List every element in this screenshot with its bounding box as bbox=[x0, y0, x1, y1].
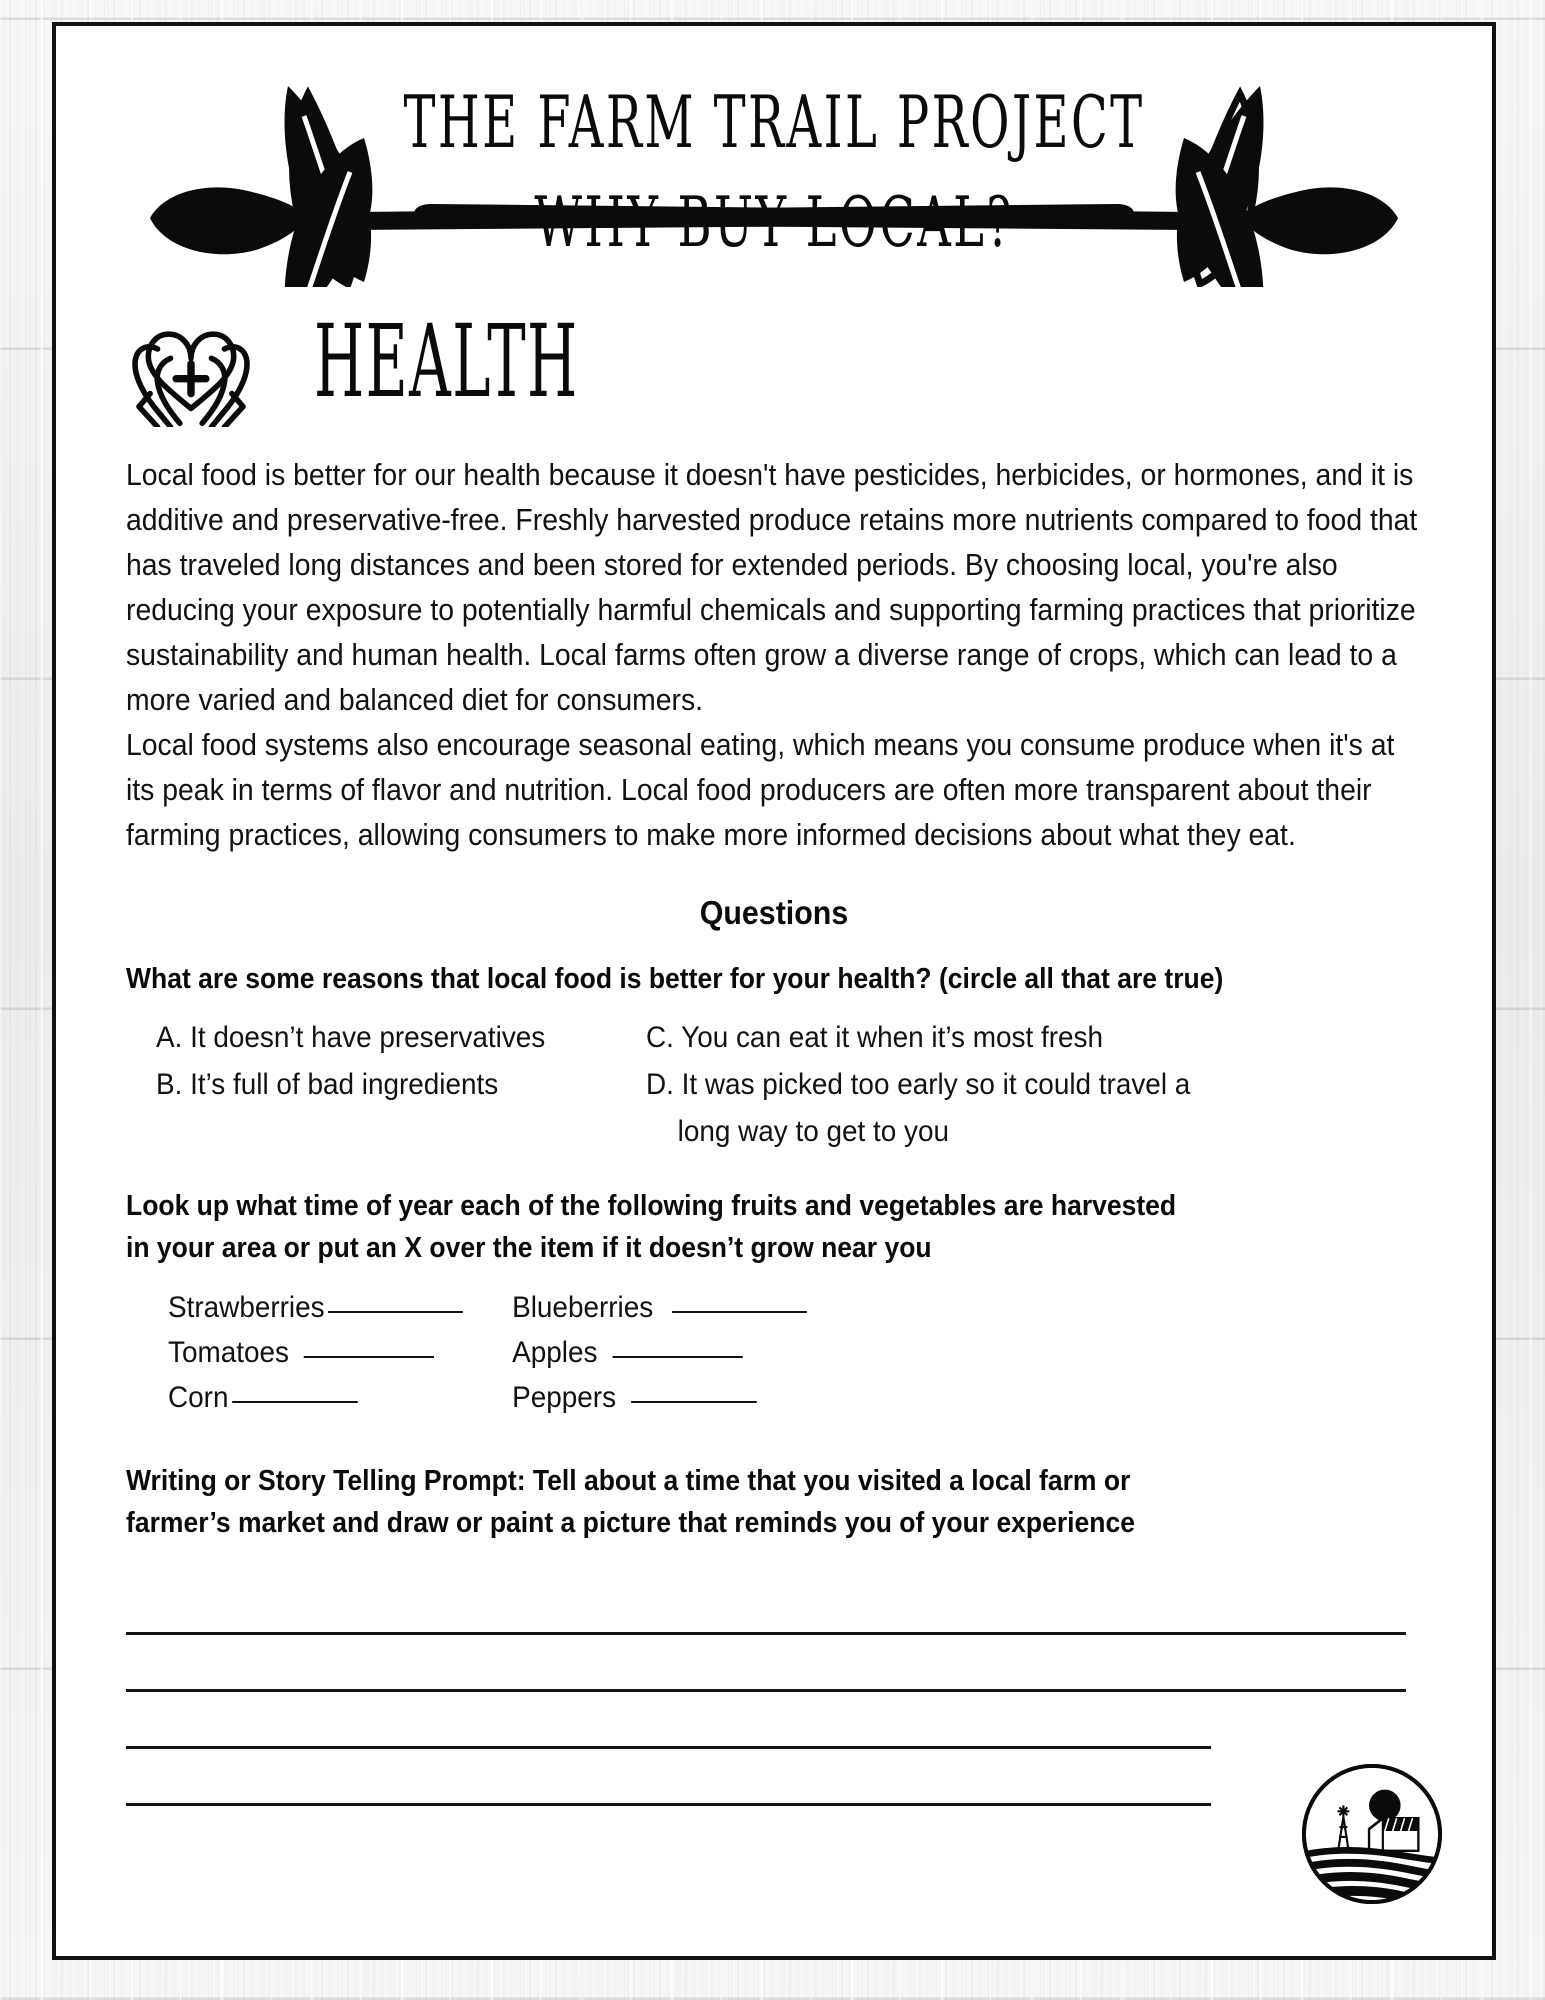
choice-d[interactable]: D. It was picked too early so it could travel a bbox=[646, 1068, 1191, 1101]
answer-line[interactable] bbox=[126, 1749, 1211, 1806]
produce-item-strawberries bbox=[168, 1285, 512, 1330]
questions-heading: Questions bbox=[699, 894, 849, 931]
produce-row bbox=[168, 1330, 1284, 1375]
choice-b[interactable]: B. It’s full of bad ingredients bbox=[156, 1068, 499, 1101]
answer-blank[interactable] bbox=[232, 1400, 358, 1403]
choices-column-left bbox=[156, 1014, 612, 1155]
produce-row bbox=[168, 1375, 1284, 1420]
answer-line[interactable] bbox=[126, 1635, 1406, 1692]
answer-blank[interactable] bbox=[304, 1355, 434, 1358]
answer-blank[interactable] bbox=[672, 1310, 807, 1313]
choice-d-continued: long way to get to you bbox=[677, 1115, 950, 1148]
answer-blank[interactable] bbox=[328, 1310, 463, 1313]
produce-label: Apples bbox=[512, 1336, 598, 1369]
answer-line[interactable] bbox=[126, 1692, 1211, 1749]
question-1-prompt: What are some reasons that local food is better for your health? (circle all that are true) bbox=[126, 963, 1224, 995]
question-2-prompt-line-1: Look up what time of year each of the following fruits and vegetables are harvested bbox=[126, 1190, 1177, 1222]
answer-blank[interactable] bbox=[631, 1400, 757, 1403]
worksheet-page bbox=[52, 22, 1496, 1960]
body-text bbox=[126, 453, 1422, 858]
question-2-prompt-line-2: in your area or put an X over the item if it doesn’t grow near you bbox=[126, 1232, 932, 1264]
question-2-prompt bbox=[126, 1185, 1363, 1269]
answer-line[interactable] bbox=[126, 1578, 1406, 1635]
paragraph-2: Local food systems also encourage seasonal eating, which means you consume produce when it's at its peak in terms of flavor and nutrition. Local food producers are often more transparent about their farming practices, allowing consumers to make more informed decisions about what they eat. bbox=[126, 728, 1395, 852]
leaf-arrow-divider-icon bbox=[56, 52, 1492, 287]
page-title-line-1: THE FARM TRAIL PROJECT bbox=[403, 81, 1145, 166]
produce-label: Corn bbox=[168, 1381, 229, 1414]
produce-row bbox=[168, 1285, 1284, 1330]
writing-prompt-line-1: Writing or Story Telling Prompt: Tell about a time that you visited a local farm or bbox=[126, 1465, 1131, 1497]
produce-item-peppers bbox=[512, 1375, 756, 1420]
title-banner bbox=[56, 52, 1492, 287]
writing-prompt bbox=[126, 1460, 1363, 1544]
produce-item-corn bbox=[168, 1375, 512, 1420]
heart-in-hands-icon bbox=[116, 297, 266, 427]
paragraph-1: Local food is better for our health because it doesn't have pesticides, herbicides, or hormones, and it is additive and preservative-free. Freshly harvested produce retains more nutrients compared to food that has traveled long distances and been stored for extended periods. By choosing local, you're also reducing your exposure to potentially harmful chemicals and supporting farming practices that prioritize sustainability and human health. Local farms often grow a diverse range of crops, which can lead to a more varied and balanced diet for consumers. bbox=[126, 458, 1418, 717]
choice-a[interactable]: A. It doesn’t have preservatives bbox=[156, 1021, 546, 1054]
choices-column-right bbox=[646, 1014, 1297, 1155]
answer-lines bbox=[126, 1578, 1492, 1806]
produce-label: Peppers bbox=[512, 1381, 617, 1414]
produce-label: Strawberries bbox=[168, 1291, 325, 1324]
farm-scene-circle-logo bbox=[1298, 1760, 1446, 1908]
produce-label: Tomatoes bbox=[168, 1336, 289, 1369]
section-header bbox=[116, 297, 1492, 427]
produce-item-tomatoes bbox=[168, 1330, 512, 1375]
answer-blank[interactable] bbox=[612, 1355, 742, 1358]
section-title: HEALTH bbox=[314, 303, 579, 420]
question-1-choices bbox=[156, 1014, 1446, 1155]
choice-c[interactable]: C. You can eat it when it’s most fresh bbox=[646, 1021, 1103, 1054]
produce-blank-list bbox=[168, 1285, 1368, 1420]
produce-item-apples bbox=[512, 1330, 742, 1375]
page-title-line-2: WHY BUY LOCAL? bbox=[534, 181, 1014, 263]
writing-prompt-line-2: farmer’s market and draw or paint a picture that reminds you of your experience bbox=[126, 1507, 1135, 1539]
produce-item-blueberries bbox=[512, 1285, 807, 1330]
produce-label: Blueberries bbox=[512, 1291, 654, 1324]
